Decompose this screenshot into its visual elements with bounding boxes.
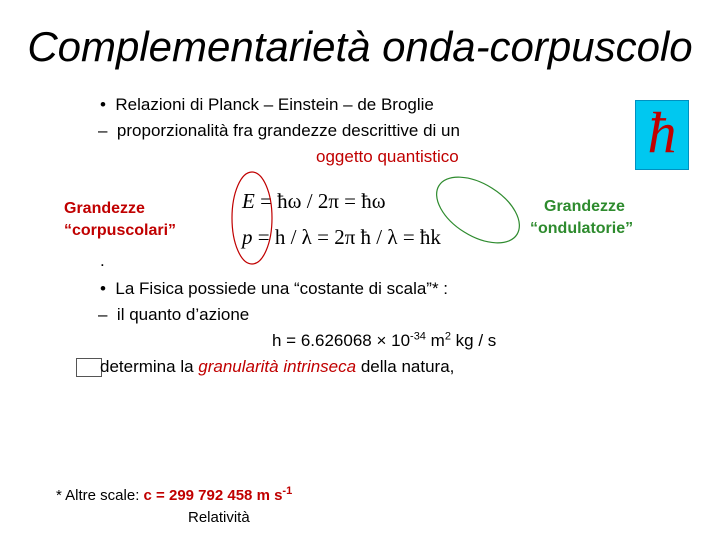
planck-eq-mid: m — [425, 331, 445, 350]
hbar-icon: ħ — [647, 100, 677, 165]
bullet-2 — [100, 278, 448, 300]
bullet-1-highlight: oggetto quantistico — [316, 147, 459, 166]
footnote-highlight: c = 299 792 458 m s — [143, 487, 283, 504]
formula-momentum-rhs: ħk — [419, 225, 441, 249]
determina-pre: determina la — [100, 357, 199, 376]
dash-marker: – — [98, 305, 108, 324]
dot-mark: . — [100, 251, 105, 270]
footnote-line2: Relatività — [188, 509, 250, 526]
formula-energy-lhs: E — [242, 189, 255, 213]
bullet-2-text: La Fisica possiede una “costante di scala”* : — [115, 279, 449, 298]
bullet-marker: • — [100, 95, 106, 114]
formula-momentum-mid: = h / λ = 2π ħ / λ = — [252, 225, 420, 249]
planck-eq-suffix: kg / s — [450, 331, 497, 350]
formula-energy-mid: = ħω / 2π = — [254, 189, 362, 213]
square-icon — [76, 358, 102, 377]
corpuscular-label-line2: “corpuscolari” — [64, 222, 177, 239]
determina-post: della natura, — [356, 357, 455, 376]
bullet-1-sub-text: proporzionalità fra grandezze descrittive di un — [116, 121, 460, 140]
planck-equation — [272, 330, 496, 352]
determina-line — [100, 356, 454, 378]
corpuscular-label-line1: Grandezze — [64, 200, 145, 217]
dash-marker: – — [98, 121, 108, 140]
determina-highlight: granularità intrinseca — [198, 357, 357, 376]
bullet-2-sub — [98, 304, 249, 326]
page-title: Complementarietà onda-corpuscolo — [27, 23, 693, 70]
footnote — [56, 486, 292, 506]
corpuscular-oval — [232, 172, 272, 264]
footnote-pre: * Altre scale: — [56, 487, 144, 504]
bullet-2-sub-text: il quanto d’azione — [116, 305, 250, 324]
wave-oval — [425, 164, 531, 257]
footnote-exp: -1 — [282, 485, 293, 497]
bullet-marker: • — [100, 279, 106, 298]
planck-eq-exp: -34 — [410, 330, 426, 343]
formula-momentum-lhs: p — [242, 225, 253, 249]
planck-eq-exp2: 2 — [444, 330, 451, 343]
wave-label-line2: “ondulatorie” — [530, 220, 634, 237]
formula-energy-rhs: ħω — [361, 189, 386, 213]
wave-label-line1: Grandezze — [544, 198, 625, 215]
planck-eq-prefix: h = 6.626068 × 10 — [272, 331, 411, 350]
bullet-1-text: Relazioni di Planck – Einstein – de Broglie — [115, 95, 434, 114]
